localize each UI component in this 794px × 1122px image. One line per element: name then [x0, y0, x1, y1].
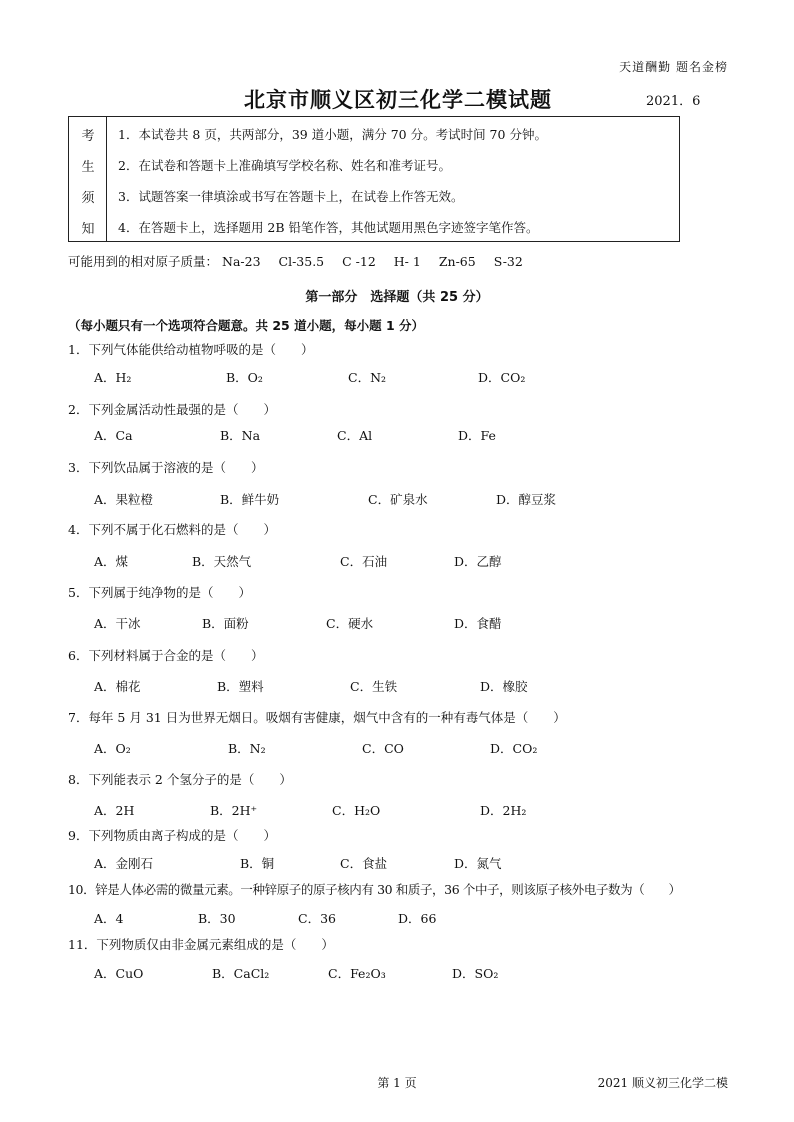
question-option: A．干冰	[94, 616, 141, 631]
atomic-mass-item: Cl-35.5	[278, 254, 325, 269]
question-option: D．橡胶	[480, 679, 528, 694]
question-option: D．66	[398, 911, 437, 926]
question-option: C．生铁	[350, 679, 398, 694]
question-option: D．醇豆浆	[496, 492, 557, 507]
title-row	[0, 84, 794, 112]
question-option: C．CO	[362, 741, 404, 756]
notice-side-char: 考	[81, 129, 95, 144]
atomic-mass-item: H- 1	[393, 254, 421, 269]
question-stem: 9．下列物质由离子构成的是（ ）	[68, 828, 276, 843]
footer-exam-name: 2021 顺义初三化学二模	[597, 1076, 728, 1090]
question-option: C．食盐	[340, 856, 388, 871]
question-option: D．氮气	[454, 856, 502, 871]
question-option: C．H₂O	[332, 803, 381, 818]
question-option: B．N₂	[228, 741, 266, 756]
atomic-mass-item: Na-23	[222, 254, 261, 269]
notice-rule: 2．在试卷和答题卡上准确填写学校名称、姓名和准考证号。	[118, 158, 451, 173]
question-option: B．Na	[220, 428, 261, 443]
question-stem: 7．每年 5 月 31 日为世界无烟日。吸烟有害健康，烟气中含有的一种有毒气体是（ ）	[68, 710, 566, 725]
question-stem: 11．下列物质仅由非金属元素组成的是（ ）	[68, 937, 334, 952]
question-option: A．H₂	[94, 370, 132, 385]
question-option: A．CuO	[94, 966, 144, 981]
question-option: B．鲜牛奶	[220, 492, 280, 507]
notice-rule: 3．试题答案一律填涂或书写在答题卡上，在试卷上作答无效。	[118, 189, 464, 204]
notice-rule: 1．本试卷共 8 页，共两部分，39 道小题，满分 70 分。考试时间 70 分钟。	[118, 127, 547, 142]
question-option: A．棉花	[94, 679, 141, 694]
question-option: C．石油	[340, 554, 388, 569]
exam-title: 北京市顺义区初三化学二模试题	[244, 88, 552, 112]
question-option: C．硬水	[326, 616, 374, 631]
notice-side-label	[69, 117, 107, 241]
question-option: A．果粒橙	[94, 492, 154, 507]
question-option: C．N₂	[348, 370, 387, 385]
exam-date: 2021．6	[646, 94, 701, 109]
atomic-mass-item: S-32	[493, 254, 523, 269]
atomic-mass-item: C -12	[342, 254, 376, 269]
notice-rule: 4．在答题卡上，选择题用 2B 铅笔作答，其他试题用黑色字迹签字笔作答。	[118, 220, 539, 235]
notice-side-char: 须	[81, 191, 95, 206]
question-option: B．CaCl₂	[212, 966, 270, 981]
question-option: A．O₂	[94, 741, 131, 756]
candidate-notice-box	[68, 116, 680, 242]
question-option: D．Fe	[458, 428, 496, 443]
question-option: A．2H	[94, 803, 135, 818]
question-stem: 1．下列气体能供给动植物呼吸的是（ ）	[68, 342, 314, 357]
question-stem: 4．下列不属于化石燃料的是（ ）	[68, 522, 276, 537]
question-option: B．铜	[240, 856, 275, 871]
question-option: A．金刚石	[94, 856, 154, 871]
question-option: D．CO₂	[490, 741, 538, 756]
question-stem: 2．下列金属活动性最强的是（ ）	[68, 402, 276, 417]
question-option: D．SO₂	[452, 966, 499, 981]
question-option: C．矿泉水	[368, 492, 428, 507]
question-stem: 6．下列材料属于合金的是（ ）	[68, 648, 264, 663]
section-title: 第一部分 选择题（共 25 分）	[305, 290, 489, 305]
question-option: D．CO₂	[478, 370, 526, 385]
question-stem: 8．下列能表示 2 个氢分子的是（ ）	[68, 772, 292, 787]
question-option: B．面粉	[202, 616, 249, 631]
header-motto: 天道酬勤 题名金榜	[619, 60, 728, 74]
question-option: A．4	[94, 911, 124, 926]
question-option: D．乙醇	[454, 554, 502, 569]
question-option: B．O₂	[226, 370, 263, 385]
atomic-mass-item: Zn-65	[438, 254, 476, 269]
question-option: B．2H⁺	[210, 803, 258, 818]
question-option: D．食醋	[454, 616, 502, 631]
question-option: C．Fe₂O₃	[328, 966, 386, 981]
question-option: B．天然气	[192, 554, 252, 569]
notice-side-char: 生	[81, 160, 95, 175]
question-option: A．Ca	[94, 428, 133, 443]
section-note: （每小题只有一个选项符合题意。共 25 道小题，每小题 1 分）	[68, 318, 425, 333]
atomic-masses	[68, 252, 537, 270]
notice-side-char: 知	[81, 222, 95, 237]
question-option: C．36	[298, 911, 336, 926]
question-option: B．30	[198, 911, 236, 926]
atomic-masses-label: 可能用到的相对原子质量：	[68, 254, 219, 269]
question-stem: 3．下列饮品属于溶液的是（ ）	[68, 460, 264, 475]
question-stem: 10．锌是人体必需的微量元素。一种锌原子的原子核内有 30 和质子，36 个中子，则该原子核外电子数为（ ）	[68, 882, 681, 897]
question-stem: 5．下列属于纯净物的是（ ）	[68, 585, 251, 600]
question-option: A．煤	[94, 554, 129, 569]
question-option: B．塑料	[217, 679, 264, 694]
question-option: D．2H₂	[480, 803, 527, 818]
question-option: C．Al	[337, 428, 373, 443]
footer-page-number: 第 1 页	[377, 1076, 417, 1090]
